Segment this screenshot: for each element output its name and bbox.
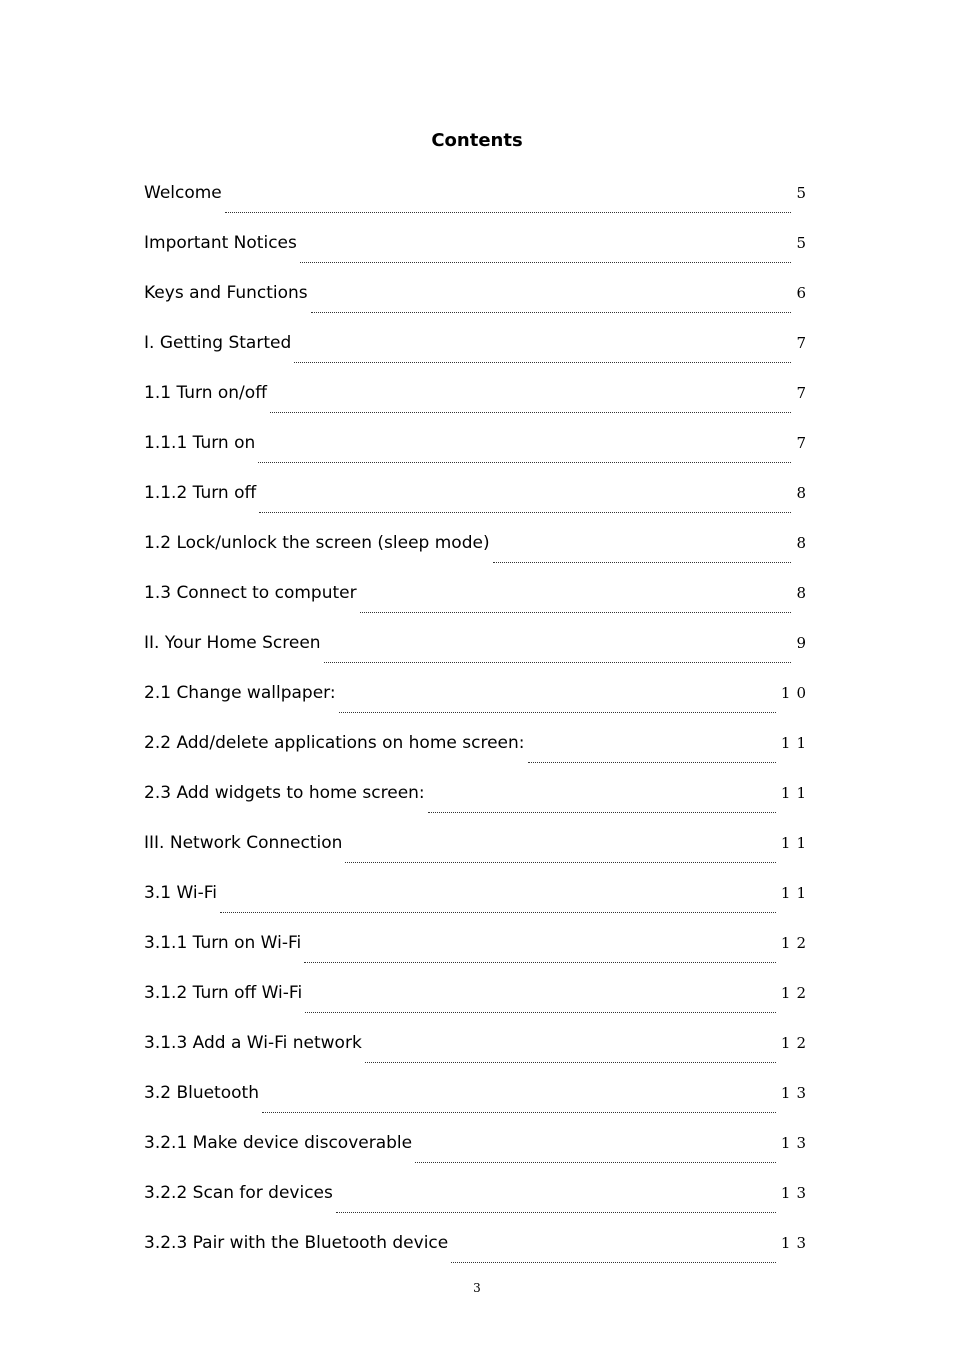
- toc-entry-page: 7: [796, 334, 812, 352]
- toc-entry-page: 5: [796, 184, 812, 202]
- toc-entry-page: 13: [780, 1084, 812, 1102]
- toc-entry-title: 3.1.1 Turn on Wi-Fi: [144, 933, 302, 953]
- toc-entry[interactable]: [144, 1030, 812, 1080]
- toc-entry-page: 11: [780, 734, 812, 752]
- dot-leader: [225, 212, 792, 213]
- dot-leader: [339, 712, 776, 713]
- toc-entry-page: 8: [796, 484, 812, 502]
- toc-entry-page: 12: [780, 934, 812, 952]
- toc-entry-page: 13: [780, 1134, 812, 1152]
- toc-entry[interactable]: [144, 1080, 812, 1130]
- toc-entry-title: 3.1.2 Turn off Wi-Fi: [144, 983, 303, 1003]
- toc-entry[interactable]: [144, 430, 812, 480]
- toc-entry[interactable]: [144, 980, 812, 1030]
- toc-entry-title: Important Notices: [144, 233, 297, 253]
- toc-entry-page: 12: [780, 1034, 812, 1052]
- toc-entry-title: 3.1.3 Add a Wi-Fi network: [144, 1033, 362, 1053]
- dot-leader: [493, 562, 792, 563]
- dot-leader: [428, 812, 776, 813]
- toc-entry[interactable]: [144, 730, 812, 780]
- dot-leader: [259, 512, 791, 513]
- toc-entry-title: 1.1.1 Turn on: [144, 433, 256, 453]
- toc-entry-title: 2.2 Add/delete applications on home screen:: [144, 733, 525, 753]
- toc-entry-title: 1.1.2 Turn off: [144, 483, 257, 503]
- toc-entry[interactable]: [144, 1130, 812, 1180]
- toc-entry-page: 7: [796, 434, 812, 452]
- toc-entry[interactable]: [144, 330, 812, 380]
- toc-entry[interactable]: [144, 1230, 812, 1280]
- dot-leader: [345, 862, 775, 863]
- toc-entry[interactable]: [144, 280, 812, 330]
- dot-leader: [270, 412, 792, 413]
- toc-entry[interactable]: [144, 230, 812, 280]
- toc-entry-page: 11: [780, 884, 812, 902]
- toc-entry[interactable]: [144, 380, 812, 430]
- dot-leader: [415, 1162, 776, 1163]
- toc-entry-page: 12: [780, 984, 812, 1002]
- dot-leader: [294, 362, 791, 363]
- toc-entry-title: III. Network Connection: [144, 833, 343, 853]
- toc-entry-page: 10: [780, 684, 812, 702]
- dot-leader: [304, 962, 776, 963]
- toc-entry[interactable]: [144, 780, 812, 830]
- toc-entry-title: 1.1 Turn on/off: [144, 383, 267, 403]
- toc-entry[interactable]: [144, 530, 812, 580]
- toc-entry-page: 8: [796, 584, 812, 602]
- toc-entry-title: Welcome: [144, 183, 222, 203]
- dot-leader: [311, 312, 792, 313]
- dot-leader: [262, 1112, 776, 1113]
- toc-entry-title: 1.2 Lock/unlock the screen (sleep mode): [144, 533, 490, 553]
- toc-entry-title: I. Getting Started: [144, 333, 292, 353]
- toc-entry[interactable]: [144, 480, 812, 530]
- toc-entry-page: 6: [796, 284, 812, 302]
- toc-entry-page: 7: [796, 384, 812, 402]
- toc-entry-title: Keys and Functions: [144, 283, 308, 303]
- toc-entry-page: 13: [780, 1184, 812, 1202]
- toc-entry[interactable]: [144, 930, 812, 980]
- toc-entry[interactable]: [144, 630, 812, 680]
- toc-entry[interactable]: [144, 830, 812, 880]
- toc-entry-page: 11: [780, 834, 812, 852]
- toc-entry-title: II. Your Home Screen: [144, 633, 321, 653]
- dot-leader: [324, 662, 792, 663]
- toc-entry-page: 9: [796, 634, 812, 652]
- toc-entry[interactable]: [144, 180, 812, 230]
- page-title: Contents: [431, 130, 523, 151]
- dot-leader: [220, 912, 776, 913]
- toc-entry[interactable]: [144, 680, 812, 730]
- toc-entry[interactable]: [144, 880, 812, 930]
- toc-entry-page: 8: [796, 534, 812, 552]
- dot-leader: [300, 262, 792, 263]
- toc-entry-title: 3.2.2 Scan for devices: [144, 1183, 333, 1203]
- toc-entry[interactable]: [144, 1180, 812, 1230]
- dot-leader: [528, 762, 776, 763]
- dot-leader: [365, 1062, 776, 1063]
- toc-entry-page: 11: [780, 784, 812, 802]
- toc-entry-title: 2.1 Change wallpaper:: [144, 683, 336, 703]
- toc-entry-title: 1.3 Connect to computer: [144, 583, 357, 603]
- dot-leader: [305, 1012, 776, 1013]
- toc-entry-title: 3.2.1 Make device discoverable: [144, 1133, 413, 1153]
- toc-entry-title: 3.2 Bluetooth: [144, 1083, 259, 1103]
- toc-entry-page: 13: [780, 1234, 812, 1252]
- toc-entry-title: 3.1 Wi-Fi: [144, 883, 217, 903]
- toc-entry-title: 2.3 Add widgets to home screen:: [144, 783, 425, 803]
- toc-entry-page: 5: [796, 234, 812, 252]
- dot-leader: [360, 612, 792, 613]
- table-of-contents: [144, 180, 812, 1280]
- dot-leader: [336, 1212, 776, 1213]
- toc-entry[interactable]: [144, 580, 812, 630]
- toc-entry-title: 3.2.3 Pair with the Bluetooth device: [144, 1233, 449, 1253]
- dot-leader: [258, 462, 791, 463]
- dot-leader: [451, 1262, 776, 1263]
- page-number: 3: [473, 1281, 481, 1295]
